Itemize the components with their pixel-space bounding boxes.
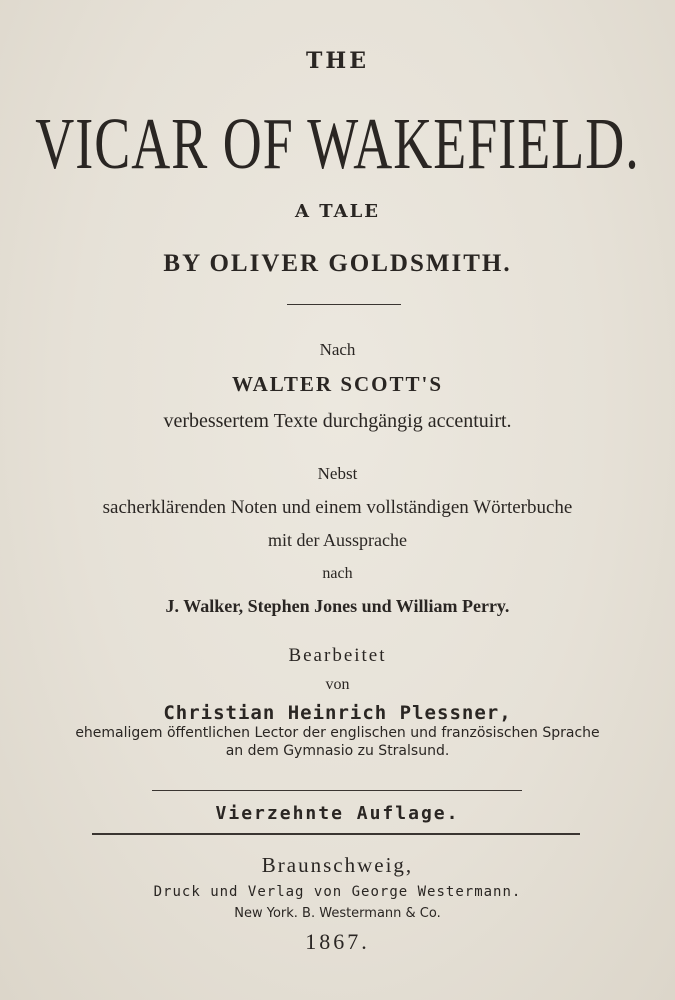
text-note: verbessertem Texte durchgängig accentuirt. (163, 410, 512, 432)
edition-line: Vierzehnte Auflage. (215, 803, 460, 824)
sources-line: J. Walker, Stephen Jones und William Perry. (165, 596, 510, 616)
nach-line: Nach (319, 340, 356, 359)
divider-edition-bottom (92, 833, 580, 835)
nebst-line: Nebst (317, 464, 358, 483)
book-subtitle: A TALE (295, 201, 380, 222)
notes-line: sacherklärenden Noten und einem vollständigen Wörterbuche (102, 497, 573, 518)
editor-name: WALTER SCOTT'S (231, 372, 444, 396)
adapter-role: ehemaligem öffentlichen Lector der englischen und französischen Sprache (75, 725, 600, 741)
publisher-line: Druck und Verlag von George Westermann. (153, 884, 522, 900)
bearbeitet-line: Bearbeitet (288, 645, 387, 666)
pronunciation-line: mit der Aussprache (268, 530, 407, 550)
book-author: BY OLIVER GOLDSMITH. (163, 250, 512, 277)
divider-edition-top (152, 790, 522, 791)
nach-line-2: nach (322, 565, 353, 582)
adapter-name: Christian Heinrich Plessner, (163, 702, 512, 724)
title-article: THE (306, 48, 369, 74)
publication-year: 1867. (305, 929, 370, 954)
von-line: von (325, 676, 350, 693)
book-title: VICAR OF WAKEFIELD. (35, 103, 640, 185)
publication-city: Braunschweig, (261, 853, 414, 877)
divider-short (287, 304, 401, 305)
ny-publisher-line: New York. B. Westermann & Co. (234, 906, 441, 921)
adapter-place: an dem Gymnasio zu Stralsund. (225, 743, 450, 759)
